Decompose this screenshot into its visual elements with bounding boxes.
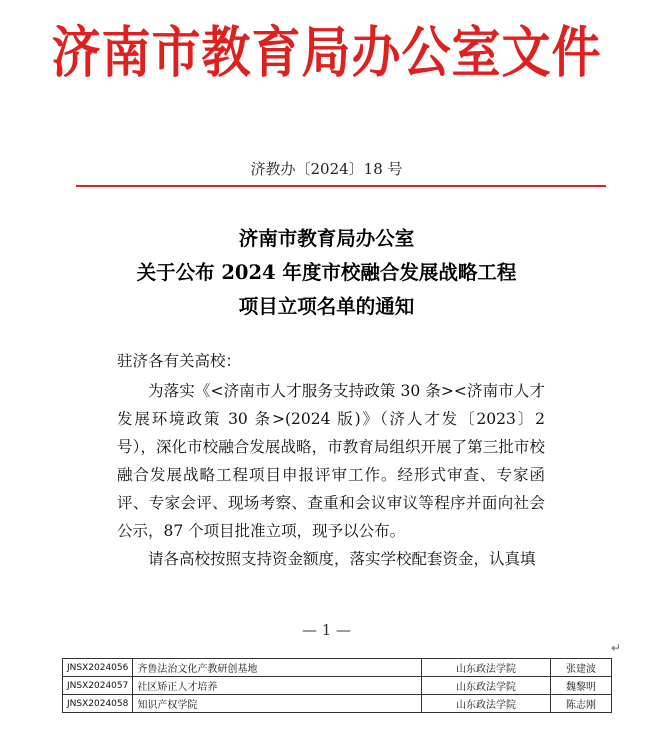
project-unit: 山东政法学院 xyxy=(422,695,551,713)
page-number: — 1 — xyxy=(301,621,352,639)
project-unit: 山东政法学院 xyxy=(422,677,551,695)
project-leader: 张建波 xyxy=(551,659,612,677)
document-masthead: 济南市教育局办公室文件 xyxy=(51,21,602,85)
title-line-3: 项目立项名单的通知 xyxy=(238,295,415,318)
document-number: 济教办〔2024〕18 号 xyxy=(250,160,403,178)
project-name: 齐鲁法治文化产教研创基地 xyxy=(133,659,422,677)
title-line-1: 济南市教育局办公室 xyxy=(238,227,415,250)
table-row xyxy=(63,695,612,713)
body-paragraph-1: 为落实《<济南市人才服务支持政策 30 条><济南市人才发展环境政策 30 条>(2024 版)》（济人才发〔2023〕2 号），深化市校融合发展战略，市教育局组织开展了第三批市校融合发展战略工程项目申报评审工作。经形式审查、专家函评、专家会评、现场考察、查重和会议审议等程序并面向社会公示，87 个项目批准立项，现予以公布。 xyxy=(117,382,545,540)
title-line-2: 关于公布 2024 年度市校融合发展战略工程 xyxy=(136,261,517,284)
salutation: 驻济各有关高校： xyxy=(117,352,242,370)
project-table xyxy=(62,658,612,713)
table-row xyxy=(63,659,612,677)
project-unit: 山东政法学院 xyxy=(422,659,551,677)
body-paragraph-2: 请各高校按照支持资金额度，落实学校配套资金，认真填 xyxy=(148,550,536,568)
project-name: 社区矫正人才培养 xyxy=(133,677,422,695)
table-row xyxy=(63,677,612,695)
red-divider-line xyxy=(76,185,606,187)
project-name: 知识产权学院 xyxy=(133,695,422,713)
document-title xyxy=(0,222,653,324)
project-code: JNSX2024057 xyxy=(63,677,133,695)
paragraph-return-mark: ↵ xyxy=(611,641,622,655)
project-leader: 陈志刚 xyxy=(551,695,612,713)
document-body xyxy=(117,377,545,573)
project-leader: 魏黎明 xyxy=(551,677,612,695)
project-code: JNSX2024058 xyxy=(63,695,133,713)
project-code: JNSX2024056 xyxy=(63,659,133,677)
